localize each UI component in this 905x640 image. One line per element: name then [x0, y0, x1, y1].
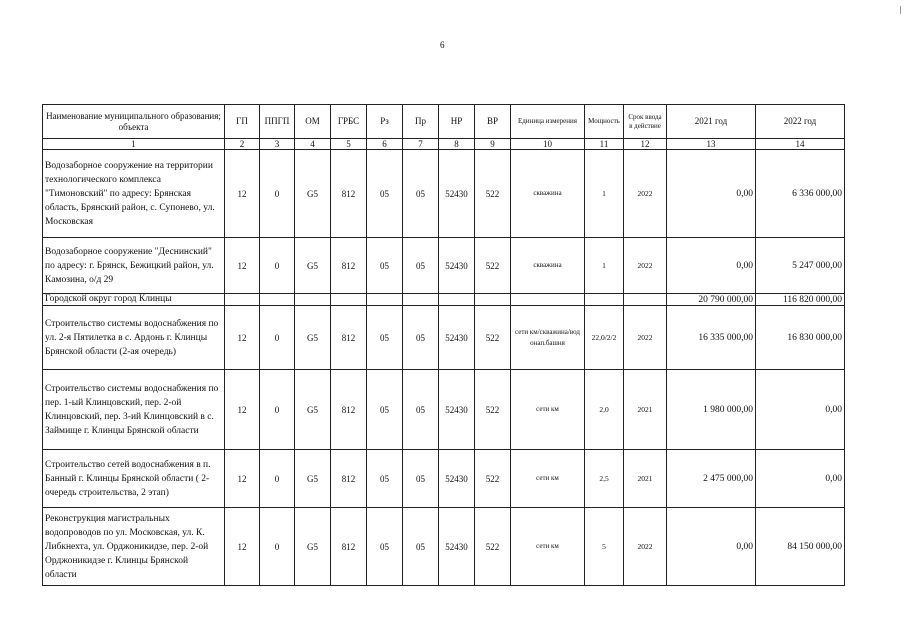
cell-unit: сети км	[511, 508, 585, 586]
cell-grbs: 812	[331, 150, 367, 238]
col-number: 5	[331, 139, 367, 150]
header-np: НР	[439, 105, 475, 139]
cell-y2021: 0,00	[667, 508, 756, 586]
cell-name: Водозаборное сооружение на территории технологического комплекса "Тимоновский" по адресу: Брянская область, Брянский район, с. Супонево, ул. Московская	[43, 150, 225, 238]
header-rz: Рз	[367, 105, 403, 139]
cell-term	[624, 294, 667, 306]
cell-y2022: 116 820 000,00	[756, 294, 845, 306]
cell-rz: 05	[367, 370, 403, 450]
header-term: Срок ввода в действие	[624, 105, 667, 139]
cell-y2021: 20 790 000,00	[667, 294, 756, 306]
col-number: 1	[43, 139, 225, 150]
cell-unit: скважина	[511, 238, 585, 294]
cell-gp: 12	[225, 306, 260, 370]
cell-unit: сети км	[511, 370, 585, 450]
cell-pr: 05	[403, 370, 439, 450]
cell-om: G5	[295, 150, 331, 238]
cell-vr: 522	[475, 238, 511, 294]
cell-gp: 12	[225, 450, 260, 508]
cell-y2021: 0,00	[667, 238, 756, 294]
cell-om: G5	[295, 450, 331, 508]
col-number: 12	[624, 139, 667, 150]
cell-name: Водозаборное сооружение "Деснинский" по адресу: г. Брянск, Бежицкий район, ул. Камозина, о/д 29	[43, 238, 225, 294]
cell-gp: 12	[225, 370, 260, 450]
cell-grbs: 812	[331, 508, 367, 586]
cell-power: 2,5	[585, 450, 624, 508]
cell-y2021: 0,00	[667, 150, 756, 238]
cell-grbs: 812	[331, 370, 367, 450]
cell-gp	[225, 294, 260, 306]
cell-unit: сети км	[511, 450, 585, 508]
col-number: 8	[439, 139, 475, 150]
table-row	[43, 450, 845, 508]
col-number: 3	[260, 139, 295, 150]
cell-y2022: 6 336 000,00	[756, 150, 845, 238]
cell-grbs: 812	[331, 450, 367, 508]
cell-unit: сети км/скважина/вод онап.башня	[511, 306, 585, 370]
cell-name: Строительство сетей водоснабжения в п. Банный г. Клинцы Брянской области ( 2-очередь строительства, 2 этап)	[43, 450, 225, 508]
cell-pr: 05	[403, 306, 439, 370]
cell-y2021: 16 335 000,00	[667, 306, 756, 370]
header-grbs: ГРБС	[331, 105, 367, 139]
cell-ppgp: 0	[260, 450, 295, 508]
cell-y2021: 1 980 000,00	[667, 370, 756, 450]
cell-y2022: 0,00	[756, 370, 845, 450]
cell-y2022: 16 830 000,00	[756, 306, 845, 370]
col-number: 4	[295, 139, 331, 150]
cell-np: 52430	[439, 370, 475, 450]
header-pr: Пр	[403, 105, 439, 139]
cell-np: 52430	[439, 450, 475, 508]
table-row	[43, 306, 845, 370]
page-number: 6	[440, 40, 445, 50]
cell-term: 2022	[624, 508, 667, 586]
cell-name: Городской округ город Клинцы	[43, 294, 225, 306]
cell-rz: 05	[367, 450, 403, 508]
col-number: 2	[225, 139, 260, 150]
cell-om: G5	[295, 306, 331, 370]
cell-term: 2022	[624, 150, 667, 238]
cell-pr: 05	[403, 238, 439, 294]
header-gp: ГП	[225, 105, 260, 139]
cell-unit	[511, 294, 585, 306]
cell-om: G5	[295, 508, 331, 586]
cell-name: Строительство системы водоснабжения по ул. 2-я Пятилетка в с. Ардонь г. Клинцы Брянской области (2-ая очередь)	[43, 306, 225, 370]
cell-y2022: 84 150 000,00	[756, 508, 845, 586]
column-number-row	[43, 139, 845, 150]
cell-ppgp: 0	[260, 150, 295, 238]
table-row	[43, 370, 845, 450]
cell-ppgp: 0	[260, 238, 295, 294]
cell-rz: 05	[367, 238, 403, 294]
cell-grbs: 812	[331, 238, 367, 294]
cell-vr: 522	[475, 150, 511, 238]
group-row	[43, 294, 845, 306]
cell-vr: 522	[475, 450, 511, 508]
col-number: 7	[403, 139, 439, 150]
cell-term: 2022	[624, 238, 667, 294]
cell-ppgp: 0	[260, 370, 295, 450]
cell-rz: 05	[367, 508, 403, 586]
header-row	[43, 105, 845, 139]
header-om: ОМ	[295, 105, 331, 139]
cell-name: Реконструкция магистральных водопроводов по ул. Московская, ул. К. Либкнехта, ул. Орджоникидзе, пер. 2-ой Орджоникидзе г. Клинцы Брянской области	[43, 508, 225, 586]
header-vr: ВР	[475, 105, 511, 139]
cell-grbs: 812	[331, 306, 367, 370]
table-row	[43, 150, 845, 238]
col-number: 13	[667, 139, 756, 150]
cell-np: 52430	[439, 306, 475, 370]
cell-ppgp: 0	[260, 306, 295, 370]
cell-pr: 05	[403, 150, 439, 238]
cell-np: 52430	[439, 508, 475, 586]
cell-om: G5	[295, 370, 331, 450]
cell-power: 5	[585, 508, 624, 586]
cell-power: 1	[585, 150, 624, 238]
cell-grbs	[331, 294, 367, 306]
header-2022: 2022 год	[756, 105, 845, 139]
col-number: 11	[585, 139, 624, 150]
budget-table	[42, 104, 845, 586]
cell-vr: 522	[475, 306, 511, 370]
cell-y2022: 0,00	[756, 450, 845, 508]
header-2021: 2021 год	[667, 105, 756, 139]
col-number: 10	[511, 139, 585, 150]
cell-unit: скважина	[511, 150, 585, 238]
cell-gp: 12	[225, 508, 260, 586]
cell-ppgp: 0	[260, 508, 295, 586]
cell-pr	[403, 294, 439, 306]
cell-gp: 12	[225, 238, 260, 294]
cell-power: 2,0	[585, 370, 624, 450]
cell-term: 2022	[624, 306, 667, 370]
col-number: 9	[475, 139, 511, 150]
cell-vr	[475, 294, 511, 306]
col-number: 6	[367, 139, 403, 150]
cell-vr: 522	[475, 508, 511, 586]
col-number: 14	[756, 139, 845, 150]
cell-pr: 05	[403, 450, 439, 508]
cell-gp: 12	[225, 150, 260, 238]
cell-rz: 05	[367, 150, 403, 238]
corner-mark	[900, 6, 901, 14]
cell-power: 22,0/2/2	[585, 306, 624, 370]
cell-y2021: 2 475 000,00	[667, 450, 756, 508]
header-ppgp: ППГП	[260, 105, 295, 139]
header-name: Наименование муниципального образования; объекта	[43, 105, 225, 139]
cell-term: 2021	[624, 450, 667, 508]
cell-ppgp	[260, 294, 295, 306]
cell-om	[295, 294, 331, 306]
table-row	[43, 238, 845, 294]
cell-vr: 522	[475, 370, 511, 450]
table-row	[43, 508, 845, 586]
header-unit: Единица измерения	[511, 105, 585, 139]
cell-np: 52430	[439, 238, 475, 294]
cell-term: 2021	[624, 370, 667, 450]
header-power: Мощность	[585, 105, 624, 139]
cell-rz: 05	[367, 306, 403, 370]
cell-pr: 05	[403, 508, 439, 586]
cell-np: 52430	[439, 150, 475, 238]
cell-y2022: 5 247 000,00	[756, 238, 845, 294]
cell-np	[439, 294, 475, 306]
cell-om: G5	[295, 238, 331, 294]
cell-power	[585, 294, 624, 306]
cell-power: 1	[585, 238, 624, 294]
cell-name: Строительство системы водоснабжения по пер. 1-ый Клинцовский, пер. 2-ой Клинцовский, пер. 3-ий Клинцовский в с. Займище г. Клинцы Брянской области	[43, 370, 225, 450]
cell-rz	[367, 294, 403, 306]
